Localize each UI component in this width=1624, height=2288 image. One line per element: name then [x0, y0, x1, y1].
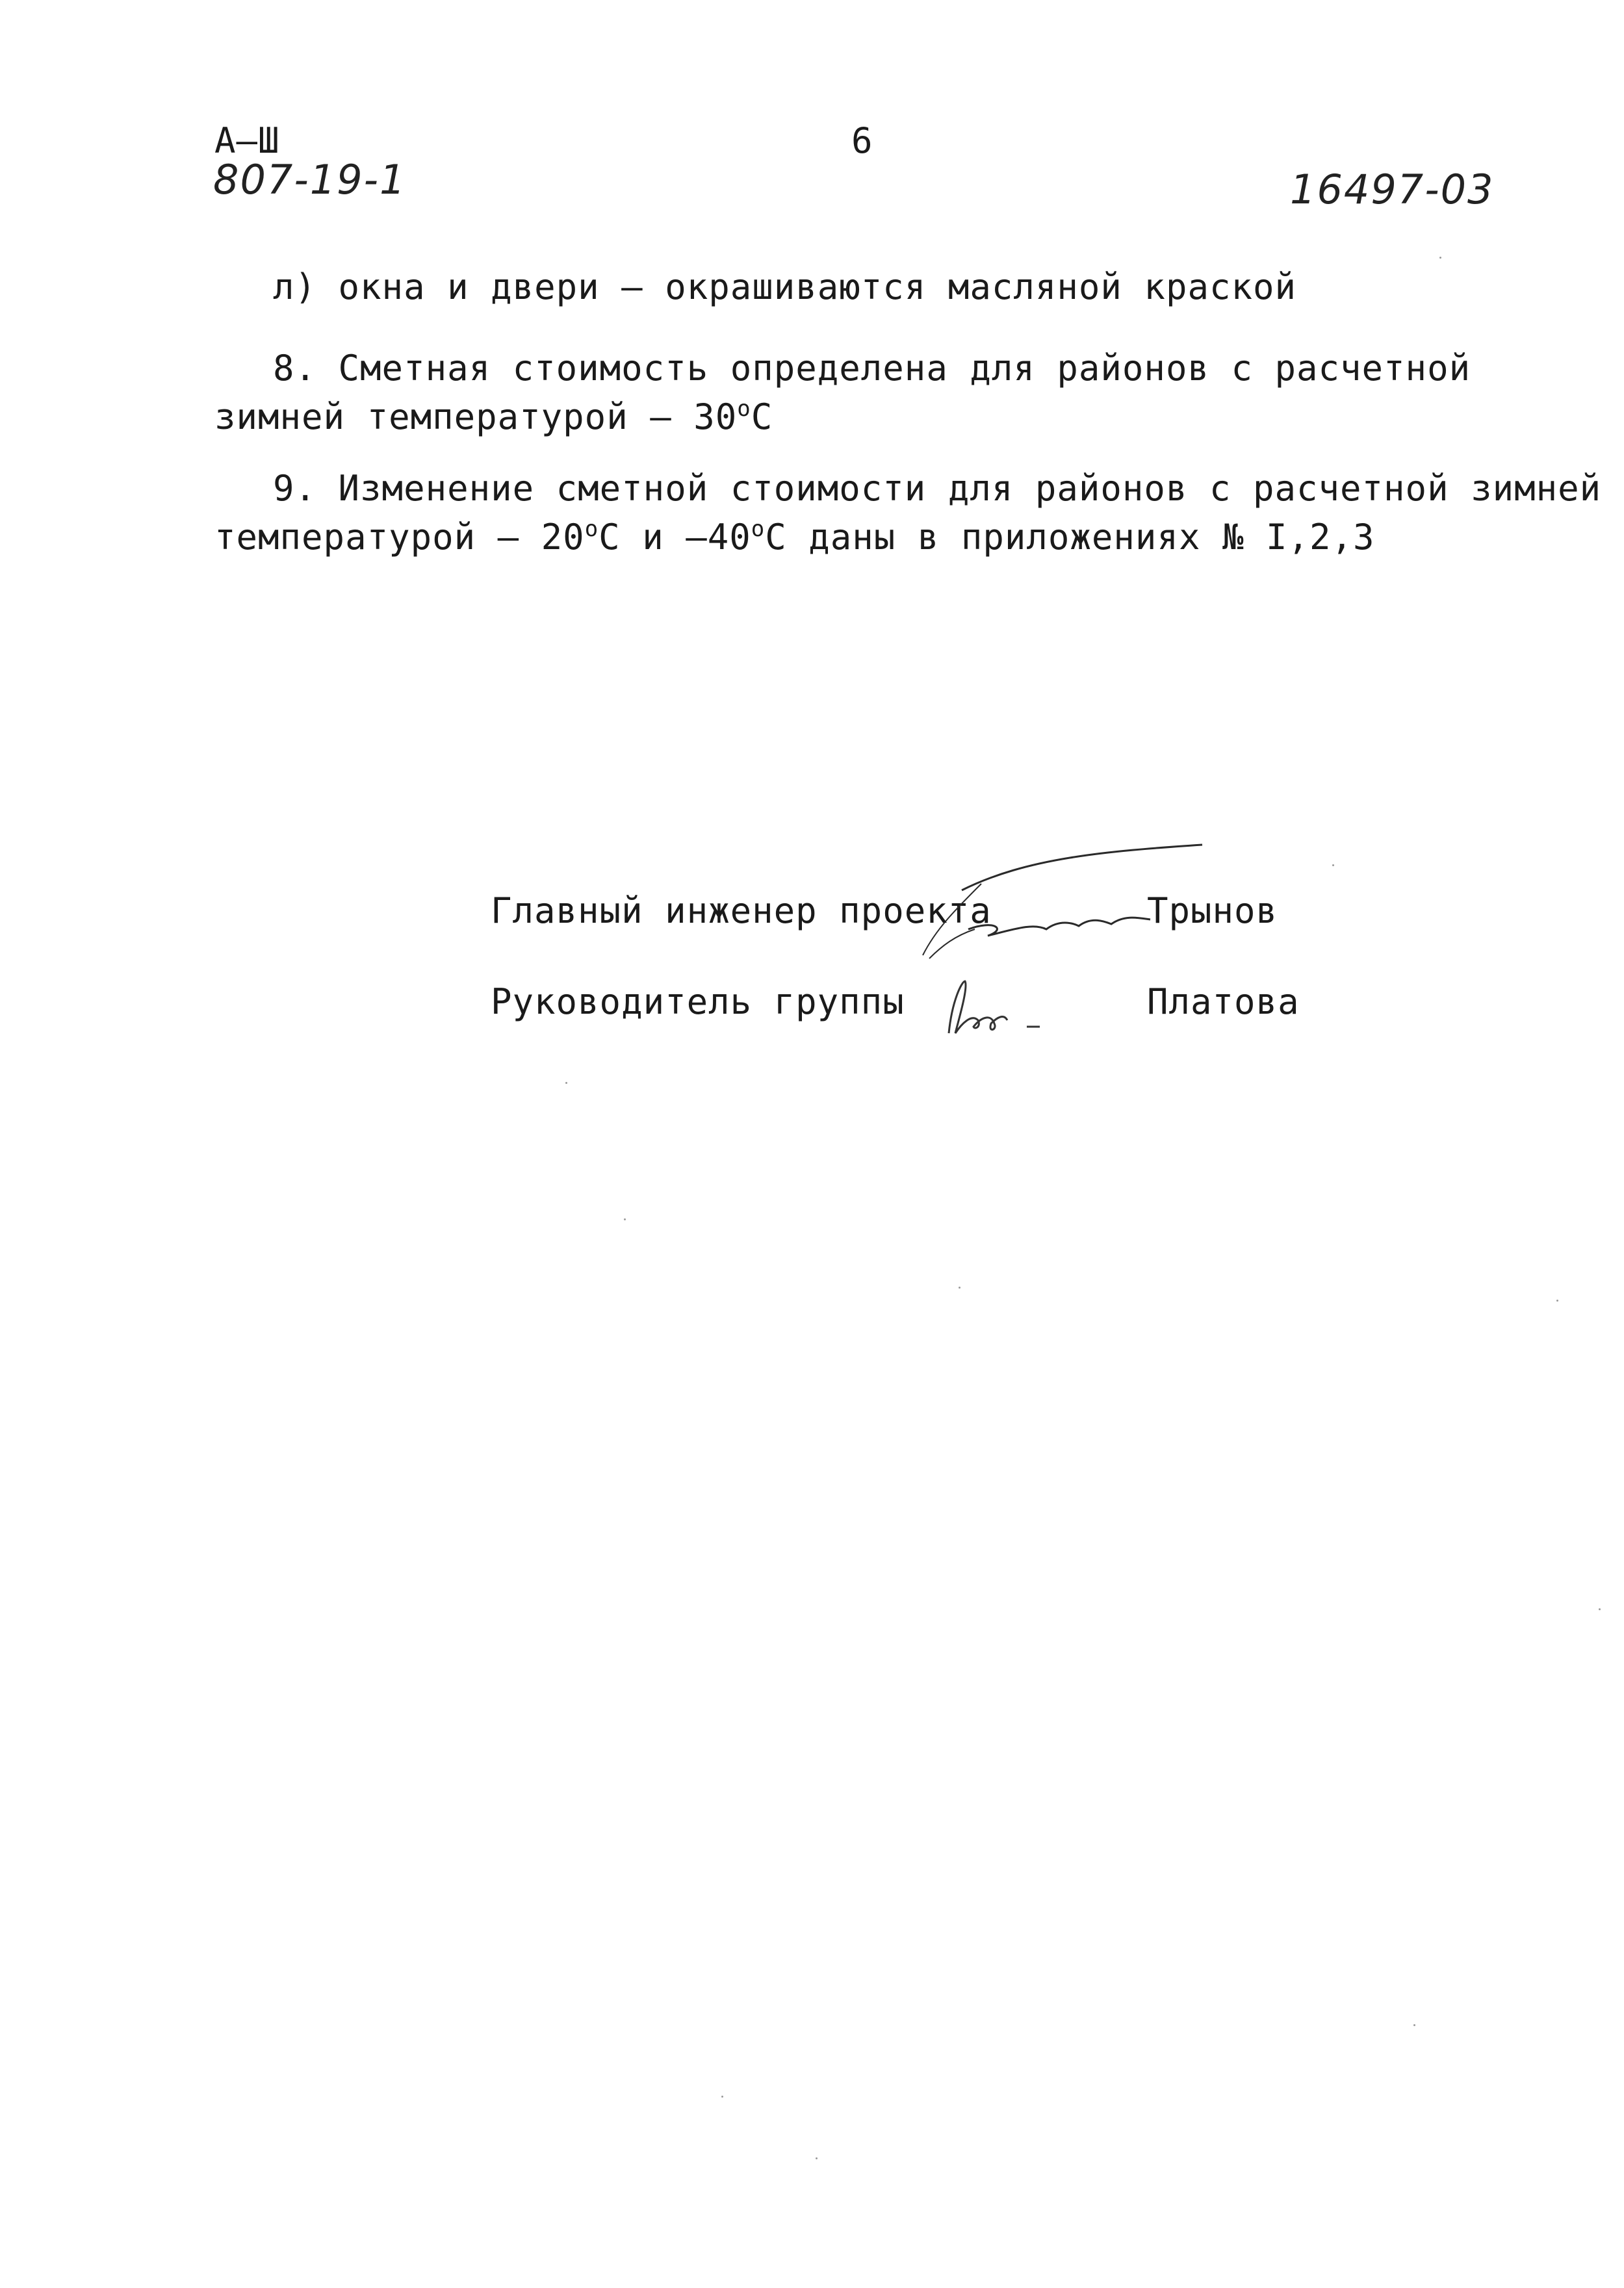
degree-mark: o — [584, 516, 599, 542]
degree-mark: o — [737, 396, 751, 422]
item-9-line1: 9. Изменение сметной стоимости для районов с расчетной зимней — [273, 468, 1602, 509]
unit-celsius: C — [751, 396, 773, 437]
chief-engineer-signature — [884, 832, 1222, 981]
item-9-text-a: температурой – 20 — [214, 517, 585, 558]
group-leader-title: Руководитель группы — [491, 981, 905, 1022]
scan-speck — [565, 1082, 567, 1084]
scan-speck — [1332, 864, 1334, 866]
item-8-line2 — [214, 396, 773, 437]
page-number: 6 — [851, 120, 873, 161]
scan-speck — [1413, 2024, 1415, 2026]
series-code: А–Ш — [214, 120, 280, 161]
item-8-line2-text: зимней температурой – 30 — [214, 396, 738, 437]
item-9-line2 — [214, 517, 1375, 558]
scan-speck — [1556, 1300, 1558, 1302]
scan-speck — [624, 1218, 626, 1220]
chief-engineer-title: Главный инженер проекта — [491, 890, 992, 931]
chief-engineer-name: Трынов — [1147, 890, 1278, 931]
handwritten-doc-number: 16497-03 — [1290, 166, 1495, 213]
scan-speck — [959, 1287, 960, 1289]
scan-speck — [1599, 1608, 1601, 1610]
scan-speck — [816, 2157, 818, 2159]
group-leader-signature — [923, 962, 1066, 1053]
scan-speck — [721, 2096, 723, 2098]
group-leader-name: Платова — [1147, 981, 1300, 1022]
degree-mark: o — [751, 516, 766, 542]
handwritten-code: 807-19-1 — [213, 156, 407, 203]
scan-speck — [1439, 257, 1441, 259]
item-8-line1: 8. Сметная стоимость определена для районов с расчетной — [273, 348, 1471, 389]
item-9-text-c: C даны в приложениях № I,2,3 — [765, 517, 1375, 558]
item-9-text-b: C и –40 — [599, 517, 751, 558]
item-l: л) окна и двери – окрашиваются масляной краской — [273, 266, 1297, 307]
